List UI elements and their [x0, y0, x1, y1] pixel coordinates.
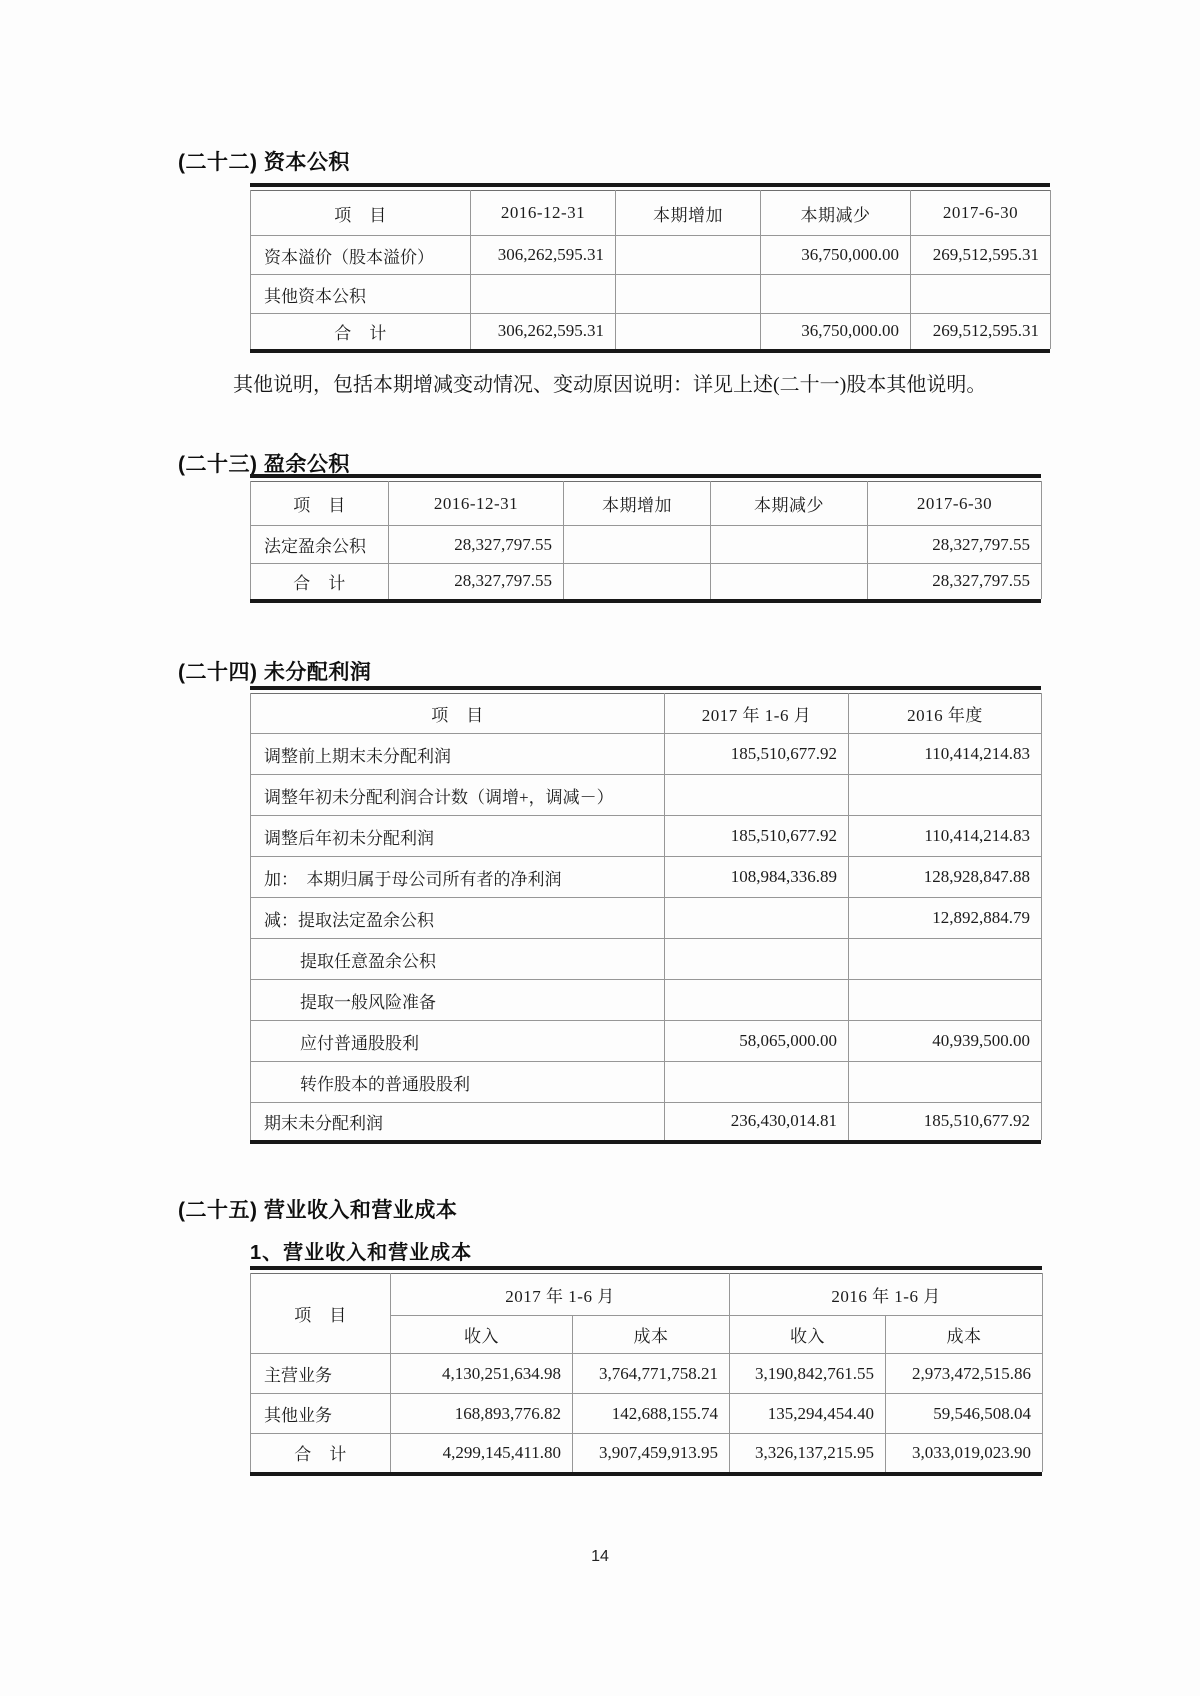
cell-value: 58,065,000.00 — [665, 1021, 849, 1062]
sub-heading-revenue-cost: 1、营业收入和营业成本 — [250, 1242, 473, 1264]
table-row — [251, 939, 1042, 980]
column-header: 2016-12-31 — [471, 191, 616, 236]
cell-value: 128,928,847.88 — [849, 857, 1042, 898]
row-label: 调整后年初未分配利润 — [251, 816, 665, 857]
capital-reserve-table — [250, 183, 1050, 353]
column-header: 项 目 — [251, 1274, 391, 1354]
cell-value — [711, 526, 868, 564]
section-heading-revenue-cost: (二十五) 营业收入和营业成本 — [178, 1199, 458, 1222]
cell-value: 110,414,214.83 — [849, 734, 1042, 775]
cell-value — [564, 564, 711, 599]
total-row — [251, 564, 1042, 599]
row-label: 调整年初未分配利润合计数（调增+，调减－） — [251, 775, 665, 816]
cell-value — [616, 314, 761, 349]
cell-value: 3,326,137,215.95 — [730, 1434, 886, 1472]
column-header: 项 目 — [251, 191, 471, 236]
row-label: 提取任意盈余公积 — [251, 939, 665, 980]
cell-value: 108,984,336.89 — [665, 857, 849, 898]
table-row — [251, 1103, 1042, 1140]
row-label: 调整前上期末未分配利润 — [251, 734, 665, 775]
cell-value: 185,510,677.92 — [665, 816, 849, 857]
cell-value: 4,299,145,411.80 — [391, 1434, 573, 1472]
cell-value: 3,033,019,023.90 — [886, 1434, 1043, 1472]
cell-value: 168,893,776.82 — [391, 1394, 573, 1434]
cell-value — [761, 275, 911, 314]
row-label: 期末未分配利润 — [251, 1103, 665, 1140]
note-text: 其他说明，包括本期增减变动情况、变动原因说明：详见上述(二十一)股本其他说明。 — [233, 374, 987, 396]
row-label: 资本溢价（股本溢价） — [251, 236, 471, 275]
row-label: 主营业务 — [251, 1354, 391, 1394]
cell-value: 185,510,677.92 — [665, 734, 849, 775]
table-row — [251, 857, 1042, 898]
cell-value: 142,688,155.74 — [573, 1394, 730, 1434]
cell-value: 36,750,000.00 — [761, 314, 911, 349]
cell-value: 28,327,797.55 — [389, 526, 564, 564]
header-row — [251, 694, 1042, 734]
cell-value — [616, 236, 761, 275]
cell-value — [471, 275, 616, 314]
cell-value: 28,327,797.55 — [389, 564, 564, 599]
cell-value: 36,750,000.00 — [761, 236, 911, 275]
surplus-reserve-table — [250, 474, 1041, 603]
cell-value: 4,130,251,634.98 — [391, 1354, 573, 1394]
cell-value — [665, 939, 849, 980]
table-row — [251, 236, 1051, 275]
header-row — [251, 1274, 1043, 1316]
cell-value: 2,973,472,515.86 — [886, 1354, 1043, 1394]
cell-value — [849, 980, 1042, 1021]
row-label: 提取一般风险准备 — [251, 980, 665, 1021]
cell-value — [616, 275, 761, 314]
row-label: 其他资本公积 — [251, 275, 471, 314]
cell-value — [665, 775, 849, 816]
revenue-cost-table — [250, 1266, 1042, 1476]
column-header: 2016 年度 — [849, 694, 1042, 734]
cell-value: 236,430,014.81 — [665, 1103, 849, 1140]
cell-value: 110,414,214.83 — [849, 816, 1042, 857]
cell-value: 185,510,677.92 — [849, 1103, 1042, 1140]
header-row — [251, 482, 1042, 526]
table-row — [251, 1062, 1042, 1103]
cell-value: 306,262,595.31 — [471, 236, 616, 275]
cell-value — [665, 898, 849, 939]
cell-value: 3,190,842,761.55 — [730, 1354, 886, 1394]
column-header: 本期增加 — [564, 482, 711, 526]
table — [250, 1273, 1043, 1472]
header-row — [251, 191, 1051, 236]
undistributed-profit-table — [250, 686, 1041, 1144]
section-heading-undistributed-profit: (二十四) 未分配利润 — [178, 661, 372, 684]
table — [250, 481, 1042, 599]
row-label: 合 计 — [251, 314, 471, 349]
column-header: 收入 — [391, 1316, 573, 1354]
cell-value: 12,892,884.79 — [849, 898, 1042, 939]
row-label: 应付普通股股利 — [251, 1021, 665, 1062]
cell-value — [849, 939, 1042, 980]
section-heading-surplus-reserve: (二十三) 盈余公积 — [178, 453, 350, 476]
cell-value: 306,262,595.31 — [471, 314, 616, 349]
row-label: 转作股本的普通股股利 — [251, 1062, 665, 1103]
table-row — [251, 816, 1042, 857]
column-header: 收入 — [730, 1316, 886, 1354]
cell-value — [849, 775, 1042, 816]
cell-value: 3,764,771,758.21 — [573, 1354, 730, 1394]
cell-value: 28,327,797.55 — [868, 526, 1042, 564]
row-label: 法定盈余公积 — [251, 526, 389, 564]
total-row — [251, 1434, 1043, 1472]
column-group-header: 2016 年 1-6 月 — [730, 1274, 1043, 1316]
cell-value: 40,939,500.00 — [849, 1021, 1042, 1062]
table-row — [251, 980, 1042, 1021]
cell-value — [665, 1062, 849, 1103]
table-row — [251, 526, 1042, 564]
cell-value — [911, 275, 1051, 314]
cell-value: 3,907,459,913.95 — [573, 1434, 730, 1472]
column-header: 2017-6-30 — [868, 482, 1042, 526]
table-row — [251, 1354, 1043, 1394]
table-row — [251, 775, 1042, 816]
page-number: 14 — [591, 1548, 609, 1565]
cell-value — [564, 526, 711, 564]
column-header: 项 目 — [251, 482, 389, 526]
row-label: 加： 本期归属于母公司所有者的净利润 — [251, 857, 665, 898]
column-header: 本期增加 — [616, 191, 761, 236]
table-row — [251, 734, 1042, 775]
cell-value — [665, 980, 849, 1021]
table-row — [251, 1021, 1042, 1062]
column-header: 本期减少 — [711, 482, 868, 526]
cell-value — [849, 1062, 1042, 1103]
cell-value: 135,294,454.40 — [730, 1394, 886, 1434]
table-row — [251, 898, 1042, 939]
column-header: 成本 — [886, 1316, 1043, 1354]
cell-value — [711, 564, 868, 599]
row-label: 合 计 — [251, 564, 389, 599]
column-header: 2017-6-30 — [911, 191, 1051, 236]
cell-value: 269,512,595.31 — [911, 314, 1051, 349]
column-header: 成本 — [573, 1316, 730, 1354]
column-header: 2017 年 1-6 月 — [665, 694, 849, 734]
column-group-header: 2017 年 1-6 月 — [391, 1274, 730, 1316]
column-header: 项 目 — [251, 694, 665, 734]
cell-value: 28,327,797.55 — [868, 564, 1042, 599]
cell-value: 59,546,508.04 — [886, 1394, 1043, 1434]
section-heading-capital-reserve: (二十二) 资本公积 — [178, 151, 350, 174]
table-row — [251, 275, 1051, 314]
row-label: 合 计 — [251, 1434, 391, 1472]
cell-value: 269,512,595.31 — [911, 236, 1051, 275]
row-label: 减：提取法定盈余公积 — [251, 898, 665, 939]
total-row — [251, 314, 1051, 349]
column-header: 2016-12-31 — [389, 482, 564, 526]
row-label: 其他业务 — [251, 1394, 391, 1434]
table — [250, 190, 1051, 349]
column-header: 本期减少 — [761, 191, 911, 236]
table — [250, 693, 1042, 1140]
table-row — [251, 1394, 1043, 1434]
